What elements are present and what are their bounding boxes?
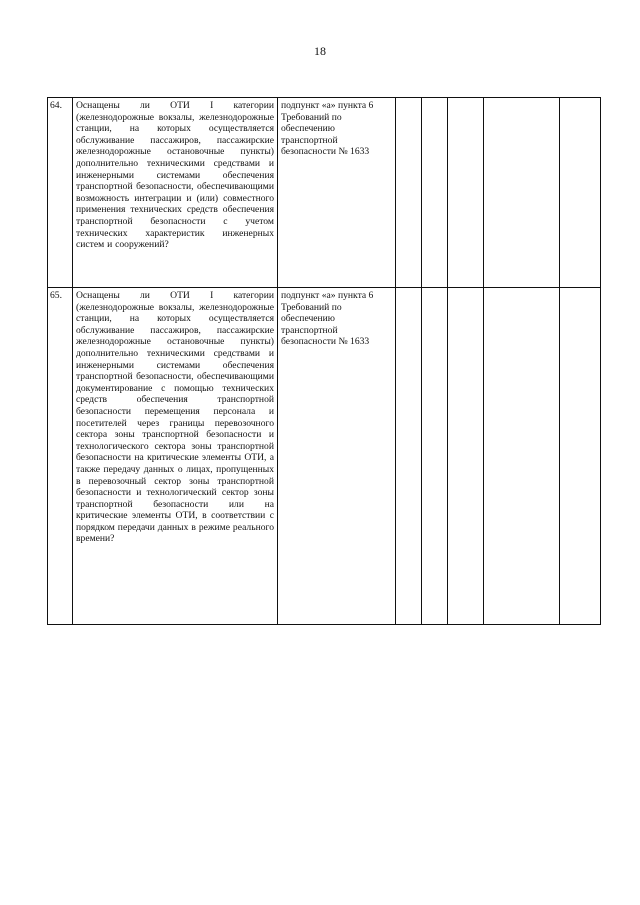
answer-cell [422,288,448,625]
question-text: Оснащены ли ОТИ I категории (железнодорожные вокзалы, железнодорожные станции, на которых осуществляется обслуживание пассажиров, пассажирские железнодорожные остановочные пункты) дополнительно техническими средствами и инженерными системами обеспечения транспортной безопасности, обеспечивающими документирование с помощью технических средств обеспечения транспортной безопасности перемещения персонала и посетителей через границы перевозочного сектора зоны транспортной безопасности и технологического сектора зоны транспортной безопасности на критические элементы ОТИ, а также передачу данных о лицах, пропущенных в перевозочный сектор зоны транспортной безопасности и технологический сектор зоны транспортной безопасности или на критические элементы ОТИ, в соответствии с порядком передачи данных в режиме реального времени? [73,288,278,625]
answer-cell [484,98,560,288]
question-text: Оснащены ли ОТИ I категории (железнодорожные вокзалы, железнодорожные станции, на которых осуществляется обслуживание пассажиров, пассажирские железнодорожные остановочные пункты) дополнительно техническими средствами и инженерными системами обеспечения транспортной безопасности, обеспечивающими возможность интеграции и (или) совместного применения технических средств обеспечения транспортной безопасности с учетом технических характеристик инженерных систем и сооружений? [73,98,278,288]
answer-cell [560,98,601,288]
answer-cell [560,288,601,625]
answer-cell [396,288,422,625]
table-row [48,288,601,625]
answer-cell [448,98,484,288]
table-row [48,98,601,288]
answer-cell [484,288,560,625]
checklist-table [47,97,601,625]
row-number: 64. [48,98,73,288]
row-number: 65. [48,288,73,625]
legal-reference: подпункт «а» пункта 6 Требований по обеспечению транспортной безопасности № 1633 [278,98,396,288]
page-number: 18 [314,44,326,58]
answer-cell [422,98,448,288]
answer-cell [448,288,484,625]
answer-cell [396,98,422,288]
legal-reference: подпункт «а» пункта 6 Требований по обеспечению транспортной безопасности № 1633 [278,288,396,625]
